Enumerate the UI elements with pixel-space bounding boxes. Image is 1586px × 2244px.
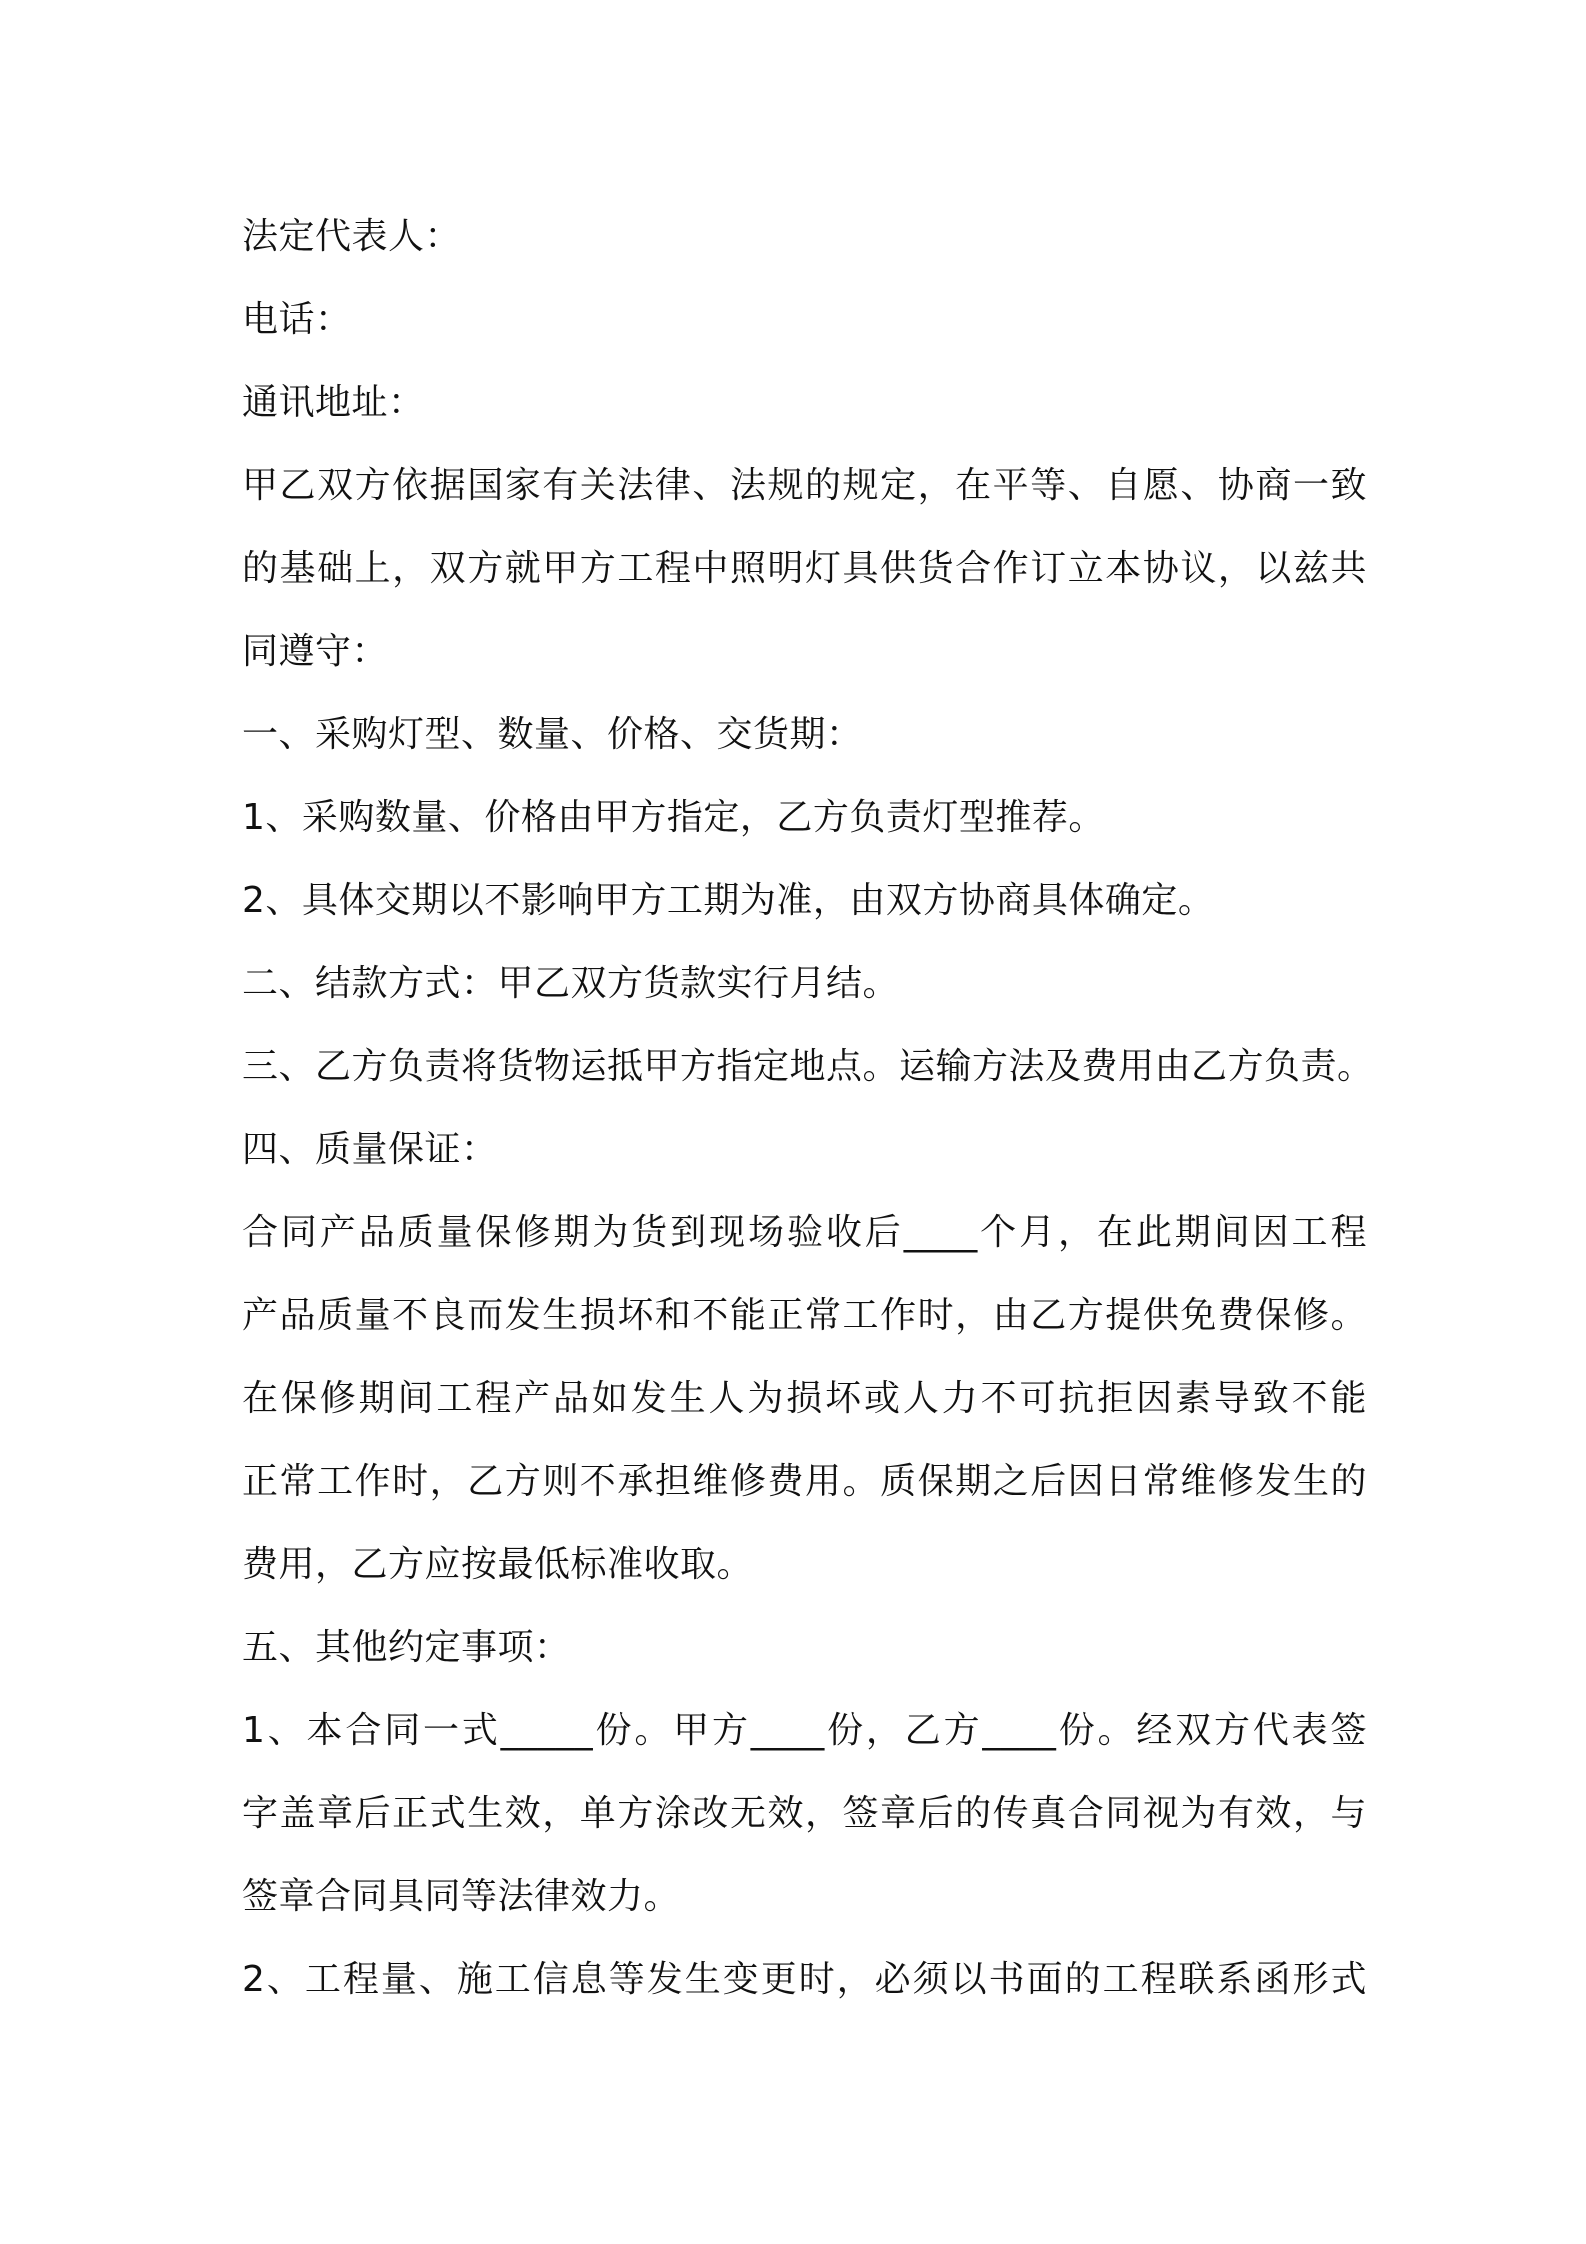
section-4-heading: 四、质量保证： [242,1129,498,1170]
section-3-heading: 三、乙方负责将货物运抵甲方指定地点。运输方法及费用由乙方负责。 [242,1046,1374,1087]
warranty-line-1: 合同产品质量保修期为货到现场验收后____个月，在此期间因工程 [242,1212,1367,1253]
warranty-line-5: 费用，乙方应按最低标准收取。 [242,1544,754,1585]
section-1-item-2: 2、具体交期以不影响甲方工期为准，由双方协商具体确定。 [242,880,1215,921]
preamble-line-2: 的基础上，双方就甲方工程中照明灯具供货合作订立本协议，以兹共 [242,548,1367,589]
section-5-item-2-line-1: 2、工程量、施工信息等发生变更时，必须以书面的工程联系函形式 [242,1959,1367,2000]
section-5-item-1-line-3: 签章合同具同等法律效力。 [242,1876,681,1917]
preamble-line-3: 同遵守： [242,631,389,672]
legal-representative-label: 法定代表人： [242,216,462,257]
warranty-line-4: 正常工作时，乙方则不承担维修费用。质保期之后因日常维修发生的 [242,1461,1367,1502]
section-2-heading: 二、结款方式：甲乙双方货款实行月结。 [242,963,900,1004]
address-label: 通讯地址： [242,382,425,423]
phone-label: 电话： [242,299,352,340]
section-5-heading: 五、其他约定事项： [242,1627,571,1668]
warranty-line-3: 在保修期间工程产品如发生人为损坏或人力不可抗拒因素导致不能 [242,1378,1367,1419]
contract-body [242,195,1374,2021]
section-1-heading: 一、采购灯型、数量、价格、交货期： [242,714,863,755]
warranty-line-2: 产品质量不良而发生损坏和不能正常工作时，由乙方提供免费保修。 [242,1295,1367,1336]
section-1-item-1: 1、采购数量、价格由甲方指定，乙方负责灯型推荐。 [242,797,1105,838]
section-5-item-1-line-1: 1、本合同一式_____份。甲方____份，乙方____份。经双方代表签 [242,1710,1367,1751]
section-5-item-1-line-2: 字盖章后正式生效，单方涂改无效，签章后的传真合同视为有效，与 [242,1793,1367,1834]
preamble-line-1: 甲乙双方依据国家有关法律、法规的规定，在平等、自愿、协商一致 [242,465,1367,506]
